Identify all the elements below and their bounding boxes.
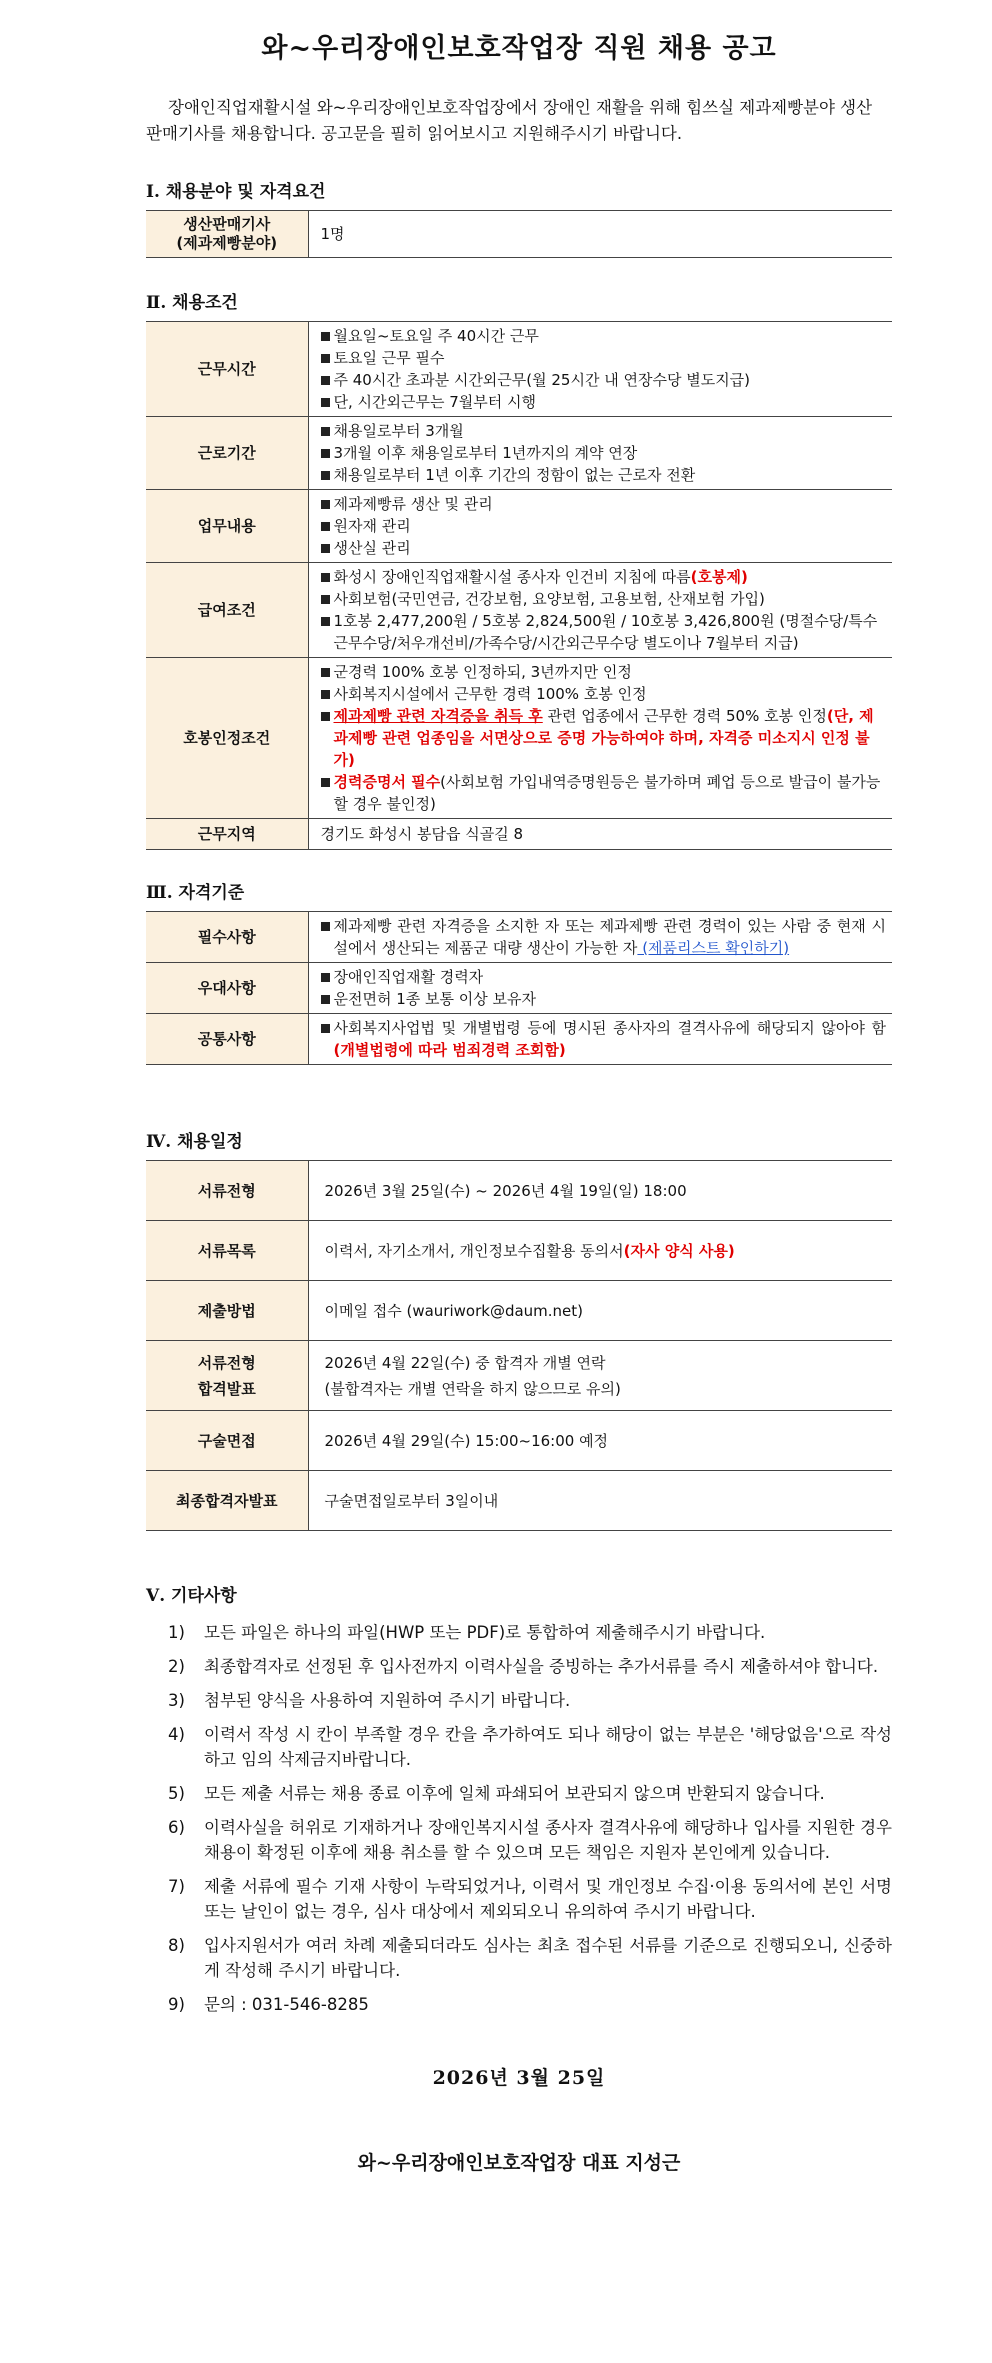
table-row bbox=[146, 1411, 892, 1471]
employment-conditions-table bbox=[146, 321, 892, 850]
square-bullet-icon bbox=[321, 522, 330, 531]
field-label bbox=[146, 211, 308, 258]
list-item: 주 40시간 초과분 시간외근무(월 25시간 내 연장수당 별도지급) bbox=[321, 369, 887, 391]
list-item: 월요일~토요일 주 40시간 근무 bbox=[321, 325, 887, 347]
schedule-value: 이메일 접수 (wauriwork@daum.net) bbox=[308, 1281, 892, 1341]
list-item: 1호봉 2,477,200원 / 5호봉 2,824,500원 / 10호봉 3,426,800원 (명절수당/특수근무수당/처우개선비/가족수당/시간외근무수당 별도이나 7월부터 지급) bbox=[321, 610, 887, 654]
square-bullet-icon bbox=[321, 668, 330, 677]
schedule-label: 서류목록 bbox=[146, 1221, 308, 1281]
list-item: 단, 시간외근무는 7월부터 시행 bbox=[321, 391, 887, 413]
list-item: 채용일로부터 3개월 bbox=[321, 420, 887, 442]
square-bullet-icon bbox=[321, 544, 330, 553]
list-item: 7) 제출 서류에 필수 기재 사항이 누락되었거나, 이력서 및 개인정보 수집·이용 동의서에 본인 서명 또는 날인이 없는 경우, 심사 대상에서 제외되오니 유의하여 주시기 바랍니다. bbox=[168, 1877, 892, 1921]
section-3-title: Ⅲ. 자격기준 bbox=[146, 883, 245, 903]
table-row bbox=[146, 1014, 892, 1065]
field-label-line: (제과제빵분야) bbox=[176, 234, 278, 252]
table-row bbox=[146, 1471, 892, 1531]
career-value bbox=[308, 658, 892, 819]
work-hours-value bbox=[308, 322, 892, 417]
list-item: 8) 입사지원서가 여러 차례 제출되더라도 심사는 최초 접수된 서류를 기준으로 진행되오니, 신중하게 작성해 주시기 바랍니다. bbox=[168, 1936, 892, 1980]
field-label-line: 생산판매기사 bbox=[183, 215, 271, 233]
list-item: 6) 이력사실을 허위로 기재하거나 장애인복지시설 종사자 결격사유에 해당하나 입사를 지원한 경우 채용이 확정된 이후에 채용 취소를 할 수 있으며 모든 책임은 지원자 본인에게 있습니다. bbox=[168, 1818, 892, 1862]
square-bullet-icon bbox=[321, 995, 330, 1004]
table-row bbox=[146, 490, 892, 563]
common-label: 공통사항 bbox=[146, 1014, 308, 1065]
schedule-label: 구술면접 bbox=[146, 1411, 308, 1471]
square-bullet-icon bbox=[321, 595, 330, 604]
product-list-link[interactable]: (제품리스트 확인하기) bbox=[637, 939, 790, 957]
square-bullet-icon bbox=[321, 354, 330, 363]
required-label: 필수사항 bbox=[146, 912, 308, 963]
list-item: 제과제빵류 생산 및 관리 bbox=[321, 493, 887, 515]
square-bullet-icon bbox=[321, 500, 330, 509]
schedule-value: 2026년 4월 22일(수) 중 합격자 개별 연락 (불합격자는 개별 연락을 하지 않으므로 유의) bbox=[308, 1341, 892, 1411]
square-bullet-icon bbox=[321, 398, 330, 407]
list-item: 장애인직업재활 경력자 bbox=[321, 966, 887, 988]
square-bullet-icon bbox=[321, 690, 330, 699]
square-bullet-icon bbox=[321, 376, 330, 385]
preferred-label: 우대사항 bbox=[146, 963, 308, 1014]
schedule-table bbox=[146, 1160, 892, 1531]
square-bullet-icon bbox=[321, 712, 330, 721]
notes-list bbox=[146, 1620, 892, 2017]
list-item: 4) 이력서 작성 시 칸이 부족할 경우 칸을 추가하여도 되나 해당이 없는 부분은 '해당없음'으로 작성하고 임의 삭제금지바랍니다. bbox=[168, 1725, 892, 1769]
list-item: 사회보험(국민연금, 건강보험, 요양보험, 고용보험, 산재보험 가입) bbox=[321, 588, 887, 610]
table-row bbox=[146, 1161, 892, 1221]
table-row bbox=[146, 211, 892, 258]
square-bullet-icon bbox=[321, 973, 330, 982]
list-item: 제과제빵 관련 자격증을 소지한 자 또는 제과제빵 관련 경력이 있는 사람 중 현재 시설에서 생산되는 제품군 대량 생산이 가능한 자 (제품리스트 확인하기) bbox=[321, 915, 887, 959]
period-value bbox=[308, 417, 892, 490]
period-label: 근로기간 bbox=[146, 417, 308, 490]
list-item: 3) 첨부된 양식을 사용하여 지원하여 주시기 바랍니다. bbox=[168, 1691, 571, 1710]
intro-paragraph: 장애인직업재활시설 와~우리장애인보호작업장에서 장애인 재활을 위해 힘쓰실 제과제빵분야 생산판매기사를 채용합니다. 공고문을 필히 읽어보시고 지원해주시기 바랍니다. bbox=[146, 98, 873, 143]
section-4-title: Ⅳ. 채용일정 bbox=[146, 1132, 243, 1152]
schedule-label: 서류전형 합격발표 bbox=[146, 1341, 308, 1411]
list-item: 군경력 100% 호봉 인정하되, 3년까지만 인정 bbox=[321, 661, 887, 683]
field-value: 1명 bbox=[308, 211, 892, 258]
list-item: 경력증명서 필수(사회보험 가입내역증명원등은 불가하며 폐업 등으로 발급이 불가능할 경우 불인정) bbox=[321, 771, 887, 815]
list-item: 토요일 근무 필수 bbox=[321, 347, 887, 369]
list-item: 운전면허 1종 보통 이상 보유자 bbox=[321, 988, 887, 1010]
qualifications-table bbox=[146, 911, 892, 1065]
table-row bbox=[146, 417, 892, 490]
list-item: 제과제빵 관련 자격증을 취득 후 관련 업종에서 근무한 경력 50% 호봉 인정(단, 제과제빵 관련 업종임을 서면상으로 증명 가능하여야 하며, 자격증 미소지시 인정 불가) bbox=[321, 705, 887, 771]
duties-value bbox=[308, 490, 892, 563]
section-2-title: Ⅱ. 채용조건 bbox=[146, 293, 238, 313]
square-bullet-icon bbox=[321, 778, 330, 787]
list-item: 채용일로부터 1년 이후 기간의 정함이 없는 근로자 전환 bbox=[321, 464, 887, 486]
location-label: 근무지역 bbox=[146, 819, 308, 850]
location-value: 경기도 화성시 봉담읍 식골길 8 bbox=[308, 819, 892, 850]
list-item: 5) 모든 제출 서류는 채용 종료 이후에 일체 파쇄되어 보관되지 않으며 반환되지 않습니다. bbox=[168, 1784, 825, 1803]
list-item: 생산실 관리 bbox=[321, 537, 887, 559]
list-item: 9) 문의 : 031-546-8285 bbox=[168, 1995, 369, 2014]
table-row bbox=[146, 322, 892, 417]
schedule-value: 2026년 4월 29일(수) 15:00~16:00 예정 bbox=[308, 1411, 892, 1471]
schedule-label: 서류전형 bbox=[146, 1161, 308, 1221]
schedule-value: 구술면접일로부터 3일이내 bbox=[308, 1471, 892, 1531]
list-item: 2) 최종합격자로 선정된 후 입사전까지 이력사실을 증빙하는 추가서류를 즉시 제출하셔야 합니다. bbox=[168, 1657, 879, 1676]
square-bullet-icon bbox=[321, 1024, 330, 1033]
posting-date: 2026년 3월 25일 bbox=[432, 2067, 606, 2089]
square-bullet-icon bbox=[321, 617, 330, 626]
schedule-label: 제출방법 bbox=[146, 1281, 308, 1341]
table-row bbox=[146, 563, 892, 658]
preferred-value bbox=[308, 963, 892, 1014]
signer: 와~우리장애인보호작업장 대표 지성근 bbox=[357, 2152, 681, 2174]
list-item: 원자재 관리 bbox=[321, 515, 887, 537]
salary-value bbox=[308, 563, 892, 658]
page-title: 와~우리장애인보호작업장 직원 채용 공고 bbox=[261, 33, 777, 64]
section-1-title: Ⅰ. 채용분야 및 자격요건 bbox=[146, 182, 326, 202]
work-hours-label: 근무시간 bbox=[146, 322, 308, 417]
square-bullet-icon bbox=[321, 332, 330, 341]
list-item: 사회복지시설에서 근무한 경력 100% 호봉 인정 bbox=[321, 683, 887, 705]
square-bullet-icon bbox=[321, 449, 330, 458]
list-item: 1) 모든 파일은 하나의 파일(HWP 또는 PDF)로 통합하여 제출해주시기 바랍니다. bbox=[168, 1623, 766, 1642]
recruitment-field-table bbox=[146, 210, 892, 258]
square-bullet-icon bbox=[321, 573, 330, 582]
salary-label: 급여조건 bbox=[146, 563, 308, 658]
table-row bbox=[146, 1341, 892, 1411]
list-item: 화성시 장애인직업재활시설 종사자 인건비 지침에 따름(호봉제) bbox=[321, 566, 887, 588]
duties-label: 업무내용 bbox=[146, 490, 308, 563]
list-item: 3개월 이후 채용일로부터 1년까지의 계약 연장 bbox=[321, 442, 887, 464]
list-item: 사회복지사업법 및 개별법령 등에 명시된 종사자의 결격사유에 해당되지 않아야 함(개별법령에 따라 범죄경력 조회함) bbox=[321, 1017, 887, 1061]
required-value bbox=[308, 912, 892, 963]
square-bullet-icon bbox=[321, 471, 330, 480]
square-bullet-icon bbox=[321, 922, 330, 931]
schedule-value: 이력서, 자기소개서, 개인정보수집활용 동의서(자사 양식 사용) bbox=[308, 1221, 892, 1281]
career-label: 호봉인정조건 bbox=[146, 658, 308, 819]
table-row bbox=[146, 912, 892, 963]
section-5-title: Ⅴ. 기타사항 bbox=[146, 1586, 237, 1606]
table-row bbox=[146, 1281, 892, 1341]
square-bullet-icon bbox=[321, 427, 330, 436]
schedule-label: 최종합격자발표 bbox=[146, 1471, 308, 1531]
common-value bbox=[308, 1014, 892, 1065]
table-row bbox=[146, 1221, 892, 1281]
table-row bbox=[146, 658, 892, 819]
table-row bbox=[146, 819, 892, 850]
schedule-value: 2026년 3월 25일(수) ~ 2026년 4월 19일(일) 18:00 bbox=[308, 1161, 892, 1221]
table-row bbox=[146, 963, 892, 1014]
